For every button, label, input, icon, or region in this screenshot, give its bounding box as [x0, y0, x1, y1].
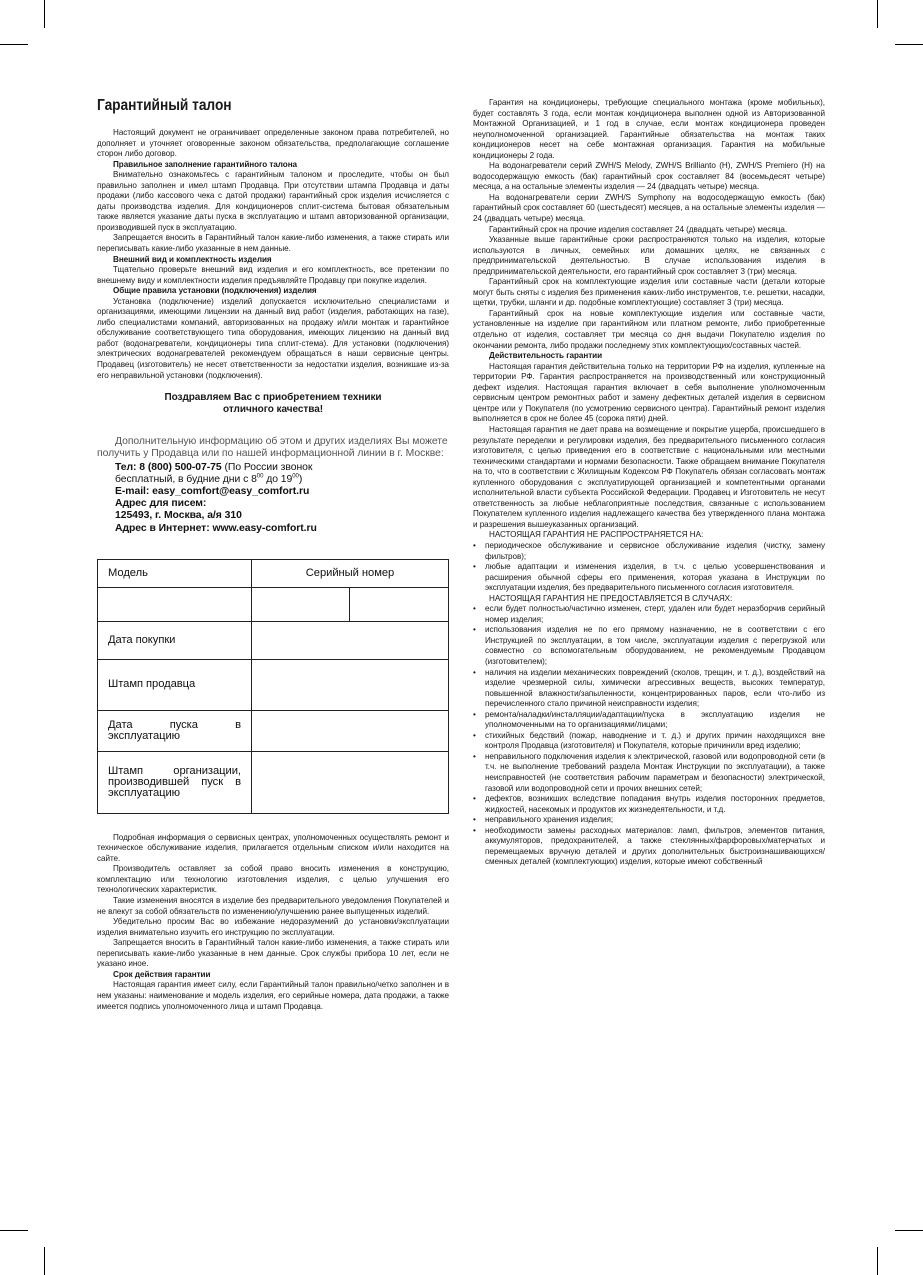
list-item: • неправильного хранения изделия; — [473, 815, 825, 826]
congrats-line: отличного качества! — [223, 404, 323, 416]
not-provided-list — [473, 604, 825, 868]
paragraph: Запрещается вносить в Гарантийный талон какие-либо изменения, а также стирать или переписывать какие-либо указанные в нем данные. — [97, 233, 449, 254]
congrats-message — [97, 392, 449, 416]
paragraph: Внимательно ознакомьтесь с гарантийным талоном и проследите, чтобы он был правильно заполнен и имел штамп Продавца. При отсутствии штампа Продавца и даты продажи (либо кассового чека с датой продажи) гарантийный срок изделия исчисляется с даты производства изделия. Для кондиционеров сплит-система бытовая обязательным также является указание даты пуска в эксплуатацию и штамп авторизованной организации, производившей пуск в эксплуатацию. — [97, 170, 449, 232]
model-field[interactable] — [98, 587, 252, 621]
crop-mark — [877, 1247, 878, 1275]
hours-close: ) — [298, 473, 303, 485]
info-block — [97, 436, 449, 460]
warranty-card-table — [97, 559, 449, 814]
intro-paragraph: Настоящий документ не ограничивает определенные законом права потребителей, но дополняет и уточняет оговоренные законом обязательства, предполагающие соглашение сторон либо договор. — [97, 128, 449, 159]
section-heading: Правильное заполнение гарантийного талона — [113, 159, 298, 169]
not-apply-list — [473, 541, 825, 594]
list-item: • использования изделия не по его прямому назначению, не в соответствии с его Инструкцией по эксплуатации, в том числе, эксплуатации изделия с перегрузкой или совместно со вспомогательным оборудованием, не рекомендуемым Продавцом (изготовителем); — [473, 625, 825, 667]
paragraph: Тщательно проверьте внешний вид изделия и его комплектность, все претензии по внешнему виду и комплектности изделия предъявляйте Продавцу при покупке изделия. — [97, 265, 449, 285]
paragraph: На водонагреватели серии ZWH/S Symphony на водосодержащую емкость (бак) гарантийный срок составляет 60 (шестьдесят) месяцев, а на остальные элементы изделия — 24 (двадцать четыре) месяца. — [473, 192, 825, 224]
email-link[interactable]: E-mail: easy_comfort@easy_comfort.ru — [115, 485, 310, 497]
paragraph: Убедительно просим Вас во избежание недоразумений до установки/эксплуатации изделия внимательно изучить его инструкцию по эксплуатации. — [97, 917, 449, 937]
paragraph: На водонагреватели серий ZWH/S Melody, ZWH/S Brillianto (H), ZWH/S Premiero (H) на водосодержащую емкость (бак) гарантийный срок составляет 84 (восемьдесят четыре) месяца, а на остальные элементы изделия — 24 (двадцать четыре) месяца. — [473, 161, 825, 192]
section-heading: Действительность гарантии — [489, 351, 603, 361]
purchase-date-label: Дата покупки — [98, 621, 252, 659]
paragraph: Гарантийный срок на новые комплектующие изделия или составные части, установленные на изделие при гарантийном или платном ремонте, либо приобретенные отдельно от изделия, составляет три месяца со дня выдачи Покупателю изделия по окончании ремонта, либо продажи последнему этих комплектующих/составных частей. — [473, 308, 825, 350]
paragraph: Гарантия на кондиционеры, требующие специального монтажа (кроме мобильных), будет составлять 3 года, если монтаж кондиционера выполнен одной из Авторизованной Монтажной Организацией, и 1 год в случае, если монтаж кондиционера проведен неуполномоченной организацией. Гарантийные обязательства на монтаж таких кондиционеров несет на себе монтажная организация. Гарантия на мобильные кондиционеры 2 года. — [473, 98, 825, 160]
crop-mark — [0, 1230, 28, 1231]
list-item: • периодическое обслуживание и сервисное обслуживание изделия (чистку, замену фильтров); — [473, 541, 825, 562]
phone-hours — [115, 474, 449, 486]
list-item: • если будет полностью/частично изменен, стерт, удален или будет неразборчив серийный номер изделия; — [473, 604, 825, 625]
serial-field-extra[interactable] — [350, 587, 449, 621]
page-title: Гарантийный талон — [97, 97, 232, 114]
paragraph: Производитель оставляет за собой право вносить изменения в конструкцию, комплектацию или технологию изготовления изделия, с целью улучшения его технологических характеристик. — [97, 864, 449, 895]
hours-to-sup: 00 — [292, 473, 299, 480]
crop-mark — [877, 0, 878, 28]
list-item: • стихийных бедствий (пожар, наводнение и т. д.) и других причин находящихся вне контроля Продавца (изготовителя) и Покупателя, которые причинили вред изделию; — [473, 731, 825, 752]
crop-mark — [895, 44, 923, 45]
info-text: Дополнительную информацию об этом и других изделиях Вы можете получить у Продавца или по нашей информационной линии в г. Москве: — [97, 436, 448, 460]
phone-note: (По России звонок — [224, 461, 313, 473]
start-org-stamp-field[interactable] — [252, 751, 449, 813]
paragraph: Настоящая гарантия имеет силу, если Гарантийный талон правильно/четко заполнен и в нем указаны: наименование и модель изделия, его серийные номера, дата продажи, а также имеется подпись уполномоченного лица и штамп Продавца. — [97, 980, 449, 1011]
address: 125493, г. Москва, а/я 310 — [115, 510, 242, 522]
paragraph: Настоящая гарантия не дает права на возмещение и покрытие ущерба, происшедшего в результате переделки и регулировки изделия, без предварительного письменного согласия изготовителя, с целью приведения его в соответствие с национальными или местными техническими стандартами и нормами безопасности. Также обращаем внимание Покупателя на то, что в соответствии с Жилищным Кодексом РФ Покупатель обязан согласовать монтаж купленного оборудования с эксплуатирующей организацией и компетентными органами исполнительной власти субъекта Российской Федерации. Продавец и Изготовитель не несут ответственность за любые неблагоприятные последствия, связанные с использованием Покупателем купленного изделия надлежащего качества без утвержденного плана монтажа и разрешения вышеуказанных организаций. — [473, 424, 825, 529]
list-item: • неправильного подключения изделия к электрической, газовой или водопроводной сети (в т.ч. не выполнение требований раздела Монтаж Инструкции по эксплуатации), а также неисправностей (не соответствия рабочим параметрам и безопасности) электрической, газовой или водопроводной сети и прочих внешних сетей; — [473, 752, 825, 794]
right-column — [473, 98, 825, 868]
phone-line — [115, 462, 449, 474]
paragraph: Установка (подключение) изделий допускается исключительно специалистами и организациями, имеющими лицензии на данный вид работ (изделия, работающих на газе), либо специалистами компаний, авторизованных на продажу и/или монтаж и гарантийное обслуживание соответствующего типа оборудования, имеющих лицензию на данный вид работ (водонагреватели, кондиционеры типа сплит-стема). Для установки (подключения) электрических водонагревателей рекомендуем обращаться в наши сервисные центры. Продавец (изготовитель) не несет ответственности за недостатки изделия, возникшие из-за его неправильной установки (подключения). — [97, 296, 449, 380]
paragraph: Гарантийный срок на прочие изделия составляет 24 (двадцать четыре) месяца. — [489, 224, 788, 234]
website-link[interactable]: Адрес в Интернет: www.easy-comfort.ru — [115, 522, 317, 534]
model-label: Модель — [98, 559, 252, 587]
paragraph: Настоящая гарантия действительна только на территории РФ на изделия, купленные на территории РФ. Гарантия распространяется на производственный или конструкционный дефект изделия. Настоящая гарантия включает в себя выполнение уполномоченным сервисным центром ремонтных работ и замену дефектных деталей изделия в сервисном центре или у Покупателя (по усмотрению сервисного центра). Гарантийный ремонт изделия выполняется в срок не более 45 (сорока пяти) дней. — [473, 361, 825, 424]
start-org-stamp-label: Штамп организации, производившей пуск в эксплуатацию — [98, 751, 252, 813]
list-item: • дефектов, возникших вследствие попадания внутрь изделия посторонних предметов, жидкостей, насекомых и продуктов их жизнедеятельности, и т.д. — [473, 794, 825, 815]
hours-from-sup: 00 — [256, 473, 264, 480]
section-heading: Общие правила установки (подключения) изделия — [113, 286, 317, 296]
crop-mark — [0, 44, 28, 45]
seller-stamp-field[interactable] — [252, 659, 449, 710]
start-date-field[interactable] — [252, 710, 449, 751]
left-column — [97, 96, 449, 1012]
crop-mark — [44, 0, 45, 28]
hours-to: до 19 — [263, 473, 293, 485]
serial-field[interactable] — [252, 587, 350, 621]
address-label: Адрес для писем: — [115, 498, 207, 510]
list-heading: НАСТОЯЩАЯ ГАРАНТИЯ НЕ ПРЕДОСТАВЛЯЕТСЯ В СЛУЧАЯХ: — [489, 593, 733, 603]
list-item: • наличия на изделии механических повреждений (сколов, трещин, и т. д.), воздействий на изделие чрезмерной силы, химически агрессивных веществ, высоких температур, повышенной влажности/запыленности, концентрированных паров, если что-либо из перечисленного стало причиной неисправности изделия; — [473, 668, 825, 710]
paragraph: Такие изменения вносятся в изделие без предварительного уведомления Покупателей и не влекут за собой обязательств по изменению/улучшению ранее выпущенных изделий. — [97, 896, 449, 916]
paragraph: Указанные выше гарантийные сроки распространяются только на изделия, которые используются в личных, семейных или домашних целях, не связанных с предпринимательской деятельностью. В случае использования изделия в предпринимательской деятельности, его гарантийный срок составляет 3 (три) месяца. — [473, 235, 825, 276]
purchase-date-field[interactable] — [252, 621, 449, 659]
contacts-block — [97, 462, 449, 535]
serial-label: Серийный номер — [252, 559, 449, 587]
section-heading: Срок действия гарантии — [113, 969, 211, 979]
hours-text: бесплатный, в будние дни с 8 — [115, 473, 257, 485]
paragraph: Запрещается вносить в Гарантийный талон какие-либо изменения, а также стирать или переписывать какие-либо указанные в нем данные. Срок службы прибора 10 лет, если не указано иное. — [97, 938, 449, 969]
paragraph: Гарантийный срок на комплектующие изделия или составные части (детали которые могут быть сняты с изделия без применения каких-либо инструментов, т.е. решетки, насадки, щетки, трубки, шланги и др. подобные комплектующие) составляет 3 (три) месяца. — [473, 277, 825, 308]
list-item: • необходимости замены расходных материалов: ламп, фильтров, элементов питания, аккумуляторов, предохранителей, а также стеклянных/фарфоровых/матерчатых и перемещаемых вручную деталей и других дополнительных быстроизнашивающихся/сменных деталей (комплектующих) изделия, которые имеют собственный — [473, 826, 825, 868]
crop-mark — [895, 1230, 923, 1231]
list-item: • ремонта/наладки/инсталляции/адаптации/пуска в эксплуатацию изделия не уполномоченными на то организациями/лицами; — [473, 710, 825, 731]
phone-number[interactable]: Тел: 8 (800) 500-07-75 — [115, 461, 222, 473]
list-item: • любые адаптации и изменения изделия, в т.ч. с целью усовершенствования и расширения обычной сферы его применения, которая указана в Инструкции по эксплуатации изделия, без предварительного письменного согласия изготовителя. — [473, 562, 825, 594]
paragraph: Подробная информация о сервисных центрах, уполномоченных осуществлять ремонт и техническое обслуживание изделия, прилагается отдельным списком и/или находится на сайте. — [97, 832, 449, 863]
list-heading: НАСТОЯЩАЯ ГАРАНТИЯ НЕ РАСПРОСТРАНЯЕТСЯ НА: — [489, 530, 704, 540]
start-date-label: Дата пуска в эксплуатацию — [98, 710, 252, 751]
crop-mark — [44, 1247, 45, 1275]
congrats-line: Поздравляем Вас с приобретением техники — [164, 392, 382, 404]
section-heading: Внешний вид и комплектность изделия — [113, 254, 272, 264]
seller-stamp-label: Штамп продавца — [98, 659, 252, 710]
